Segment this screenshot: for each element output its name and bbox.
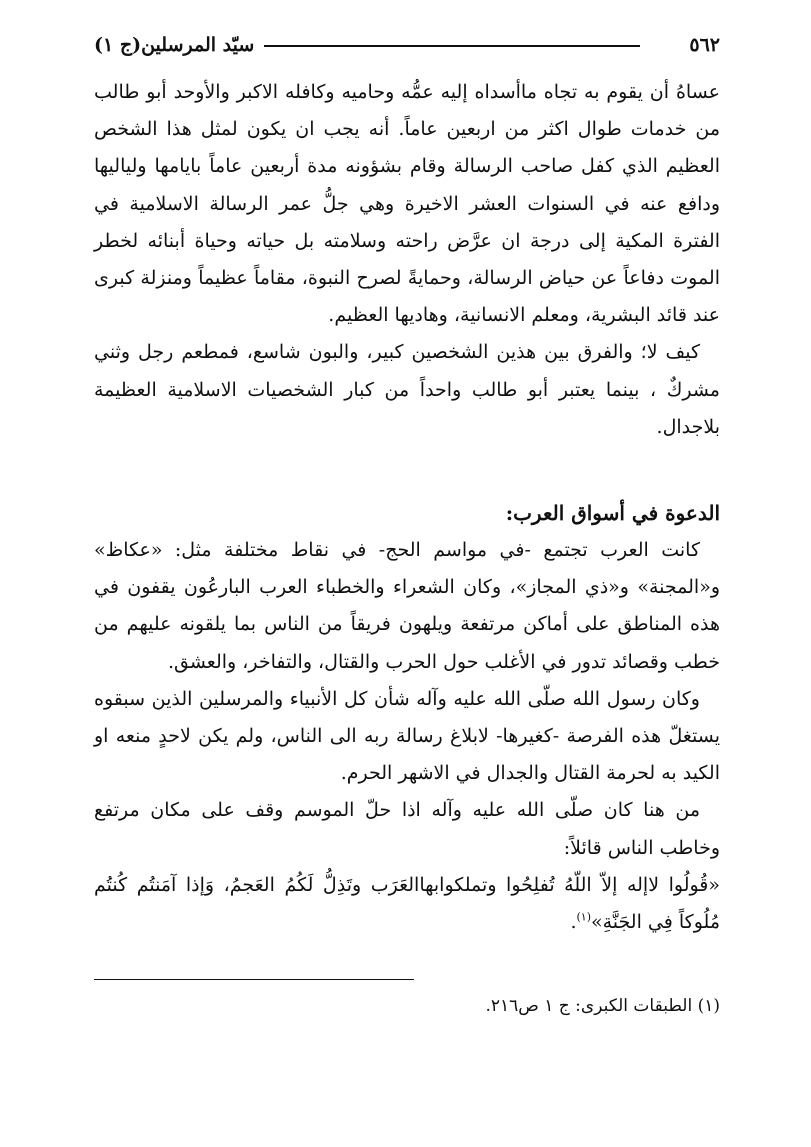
paragraph-1: عساهُ أن يقوم به تجاه ماأسداه إليه عمُّه وحاميه وكافله الاكبر والأوحد أبو طالب من خدمات طوال اكثر من اربعين عاماً. أنه يجب ان يكون لمثل هذا الشخص العظيم الذي كفل صاحب الرسالة وقام بشؤونه مدة أربعين عاماً بايامها ولياليها ودافع عنه في السنوات العشر الاخيرة وهي جلُّ عمر الرسالة الاسلامية في الفترة المكية إلى درجة ان عرَّض راحته وسلامته بل حياته وحياة أبنائه لخطر الموت دفاعاً عن حياض الرسالة، وحمايةً لصرح النبوة، مقاماً عظيماً ومنزلة كبرى عند قائد البشرية، ومعلم الانسانية، وهاديها العظيم. [94, 81, 720, 327]
header-rule [244, 45, 640, 47]
page-number: ٥٦٢ [679, 34, 720, 56]
page-header [94, 28, 720, 62]
paragraph-4: وكان رسول الله صلّى الله عليه وآله شأن كل الأنبياء والمرسلين الذين سبقوه يستغلّ هذه الفرصة -كغيرها- لابلاغ رسالة ربه الى الناس، ولم يكن لاحدٍ منعه او الكيد به لحرمة القتال والجدال في الاشهر الحرم. [94, 687, 720, 785]
paragraph-3: كانت العرب تجتمع -في مواسم الحج- في نقاط مختلفة مثل: «عكاظ» و«المجنة» و«ذي المجاز»، وكان الشعراء والخطباء العرب البارعُون يقفون في هذه المناطق على أماكن مرتفعة ويلهون فريقاً من الناس بما يلقونه عليهم من خطب وقصائد تدور في الأغلب حول الحرب والقتال، والتفاخر، والعشق. [94, 539, 720, 673]
footnote-separator-wrap [94, 941, 720, 980]
paragraph-5: من هنا كان صلّى الله عليه وآله اذا حلّ الموسم وقف على مكان مرتفع وخاطب الناس قائلاً: [94, 799, 720, 859]
quote-text: «قُولُوا لاإله إلاّ اللّهُ تُفلِحُوا وتملكوابهاالعَرَب وتَذِلُّ لَكُمُ العَجمُ، وَإذا آمَنتُم كُنتُم مُلُوكاً فِي الجَنَّةِ» [94, 873, 720, 934]
footnote-marker: (١) [576, 910, 591, 924]
section-heading: الدعوة في أسواق العرب: [505, 501, 720, 526]
prophet-quote: «قُولُوا لاإله إلاّ اللّهُ تُفلِحُوا وتملكوابهاالعَرَب وتَذِلُّ لَكُمُ العَجمُ، وَإذا آمَنتُم كُنتُم مُلُوكاً فِي الجَنَّةِ»$^{(١)}$. [94, 873, 720, 934]
book-title: سيّد المرسلين(ج ١) [94, 34, 264, 56]
footnote-separator [94, 979, 414, 980]
footnote: (١) الطبقات الكبرى: ج ١ ص٢١٦. [485, 996, 720, 1017]
document-page [94, 28, 720, 1118]
paragraph-2: كيف لا؛ والفرق بين هذين الشخصين كبير، والبون شاسع، فمطعم رجل وثني مشركٌ ، بينما يعتبر أبو طالب واحداً من كبار الشخصيات الاسلامية العظيمة بلاجدال. [94, 341, 720, 438]
